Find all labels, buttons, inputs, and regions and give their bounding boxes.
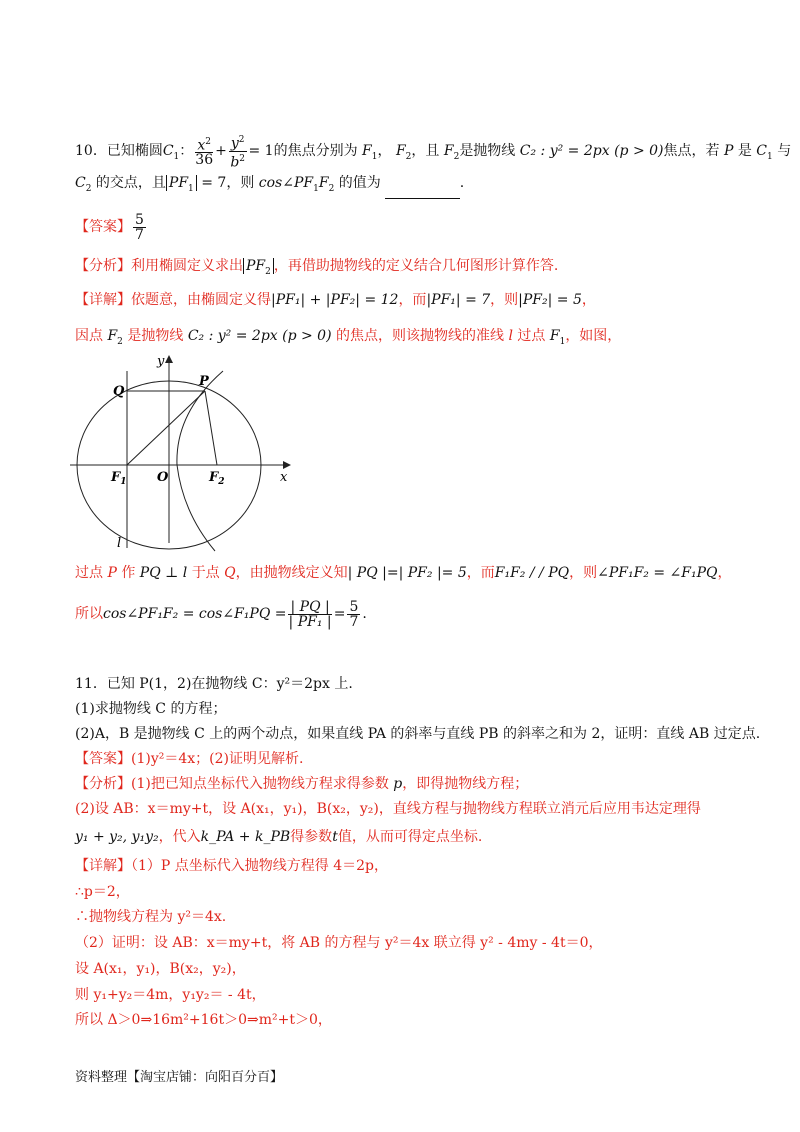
text: 得参数: [290, 829, 333, 845]
detail-label: 【详解】: [75, 858, 131, 874]
sup: 2: [239, 153, 246, 164]
text: ，再借助抛物线的定义结合几何图形计算作答.: [273, 258, 559, 274]
q10-line2: [75, 173, 464, 199]
label-q: Q: [113, 384, 125, 399]
detail-label: 【详解】: [75, 292, 131, 308]
eq: F₁F₂ / / PQ: [494, 565, 570, 581]
eq: |PF₁| + |PF₂| = 12: [271, 292, 399, 308]
eq: |PF₂| = 5: [518, 292, 582, 308]
text: 的焦点分别为: [273, 143, 358, 160]
text: 是: [737, 143, 752, 160]
text: ，则: [226, 175, 255, 191]
q10-number: 10．已知椭圆: [75, 143, 163, 160]
label-f2: $F_2$: [209, 470, 225, 487]
plus: +: [215, 143, 227, 160]
frac-num: | PQ |: [290, 598, 330, 615]
a10-detail-line2: [75, 326, 621, 352]
q11-part1: (1)求抛物线 C 的方程；: [75, 701, 227, 717]
sup: 2: [238, 135, 245, 145]
answer-label: 【答案】: [75, 219, 131, 235]
equals-one: = 1: [248, 143, 274, 160]
text: ，: [581, 292, 596, 308]
q11-analysis1: [75, 774, 528, 794]
sub: 2: [405, 151, 412, 162]
text: ，: [717, 565, 732, 581]
text: 的焦点，则该抛物线的准线: [336, 328, 505, 344]
a10-detail-line4: [75, 597, 367, 631]
label-f1: $F_1$: [111, 470, 127, 487]
segment-pf2: [205, 391, 217, 465]
sub: 1: [559, 336, 566, 347]
q11-detail5: 设 A(x₁，y₁)，B(x₂，y₂)，: [75, 961, 246, 977]
text: (1)把已知点坐标代入抛物线方程求得参数: [131, 776, 389, 792]
sub: 2: [453, 151, 460, 162]
text: 的交点，且: [95, 175, 166, 191]
sub: 1: [173, 151, 180, 162]
abs-pf2: [243, 258, 274, 277]
a10-detail-line3: [75, 563, 732, 583]
sub: 2: [85, 183, 92, 194]
frac-num: x: [197, 137, 206, 154]
text: ，即得抛物线方程；: [402, 776, 529, 792]
q11-part2: (2)A，B 是抛物线 C 上的两个动点，如果直线 PA 的斜率与直线 PB 的斜率之和为 2，证明：直线 AB 过定点.: [75, 726, 761, 742]
text: 过点: [517, 328, 546, 344]
label-y: y: [157, 354, 165, 369]
segment-pf1: [127, 391, 205, 465]
q11-detail1: [75, 856, 388, 876]
parabola-eq: C₂ : y² = 2px: [187, 328, 278, 344]
var-p: P: [723, 143, 734, 160]
eq: | PQ |=| PF₂ |= 5: [347, 565, 467, 581]
text: 的值为: [338, 175, 381, 191]
text: 是抛物线: [127, 328, 184, 344]
frac-den: b: [230, 154, 240, 171]
frac-num: 5: [135, 211, 144, 228]
sub: 2: [265, 266, 271, 277]
var-f: F: [362, 143, 372, 160]
var: PF: [168, 175, 189, 191]
abs-pf1: [166, 175, 197, 194]
var-t: t: [332, 829, 338, 845]
text: 是抛物线: [459, 143, 516, 160]
label-p: P: [199, 374, 209, 389]
frac-den: 7: [349, 613, 359, 630]
text: ，代入: [158, 829, 201, 845]
frac-num: 5: [349, 598, 359, 615]
p-cond: (p > 0): [614, 143, 664, 160]
var-p: p: [393, 776, 403, 792]
sub: 1: [371, 151, 378, 162]
var-l: l: [508, 328, 513, 344]
text: 过点: [75, 565, 103, 581]
var-p: P: [107, 565, 117, 581]
frac-num: y: [230, 135, 239, 152]
text: 值，从而可得定点坐标.: [337, 829, 483, 845]
colon: ：: [179, 143, 194, 160]
ellipse-parabola-figure: [65, 353, 295, 553]
text: 与: [777, 143, 792, 160]
frac-den: | PF₁ |: [288, 613, 332, 630]
var-c1: C: [756, 143, 768, 160]
period: .: [459, 175, 465, 191]
fraction-x2-36: [195, 135, 213, 168]
eq: |PF₁| = 7: [426, 292, 491, 308]
comma: ，: [377, 143, 392, 160]
sub: 1: [188, 183, 194, 194]
q10-line1: [75, 133, 792, 171]
frac-den: 7: [135, 226, 144, 243]
answer-label: 【答案】: [75, 751, 131, 767]
sub: 1: [313, 183, 319, 194]
label-x: x: [280, 470, 288, 485]
text: ，则: [569, 565, 598, 581]
eq: ∠PF₁F₂ = ∠F₁PQ: [597, 565, 718, 581]
label-o: O: [157, 470, 169, 485]
label-l: l: [117, 536, 122, 551]
answer-text: (1)y²＝4x；(2)证明见解析.: [131, 751, 304, 767]
a10-detail-line1: [75, 290, 596, 310]
sub: 1: [767, 151, 773, 162]
var-q: Q: [224, 565, 236, 581]
text: 作: [121, 565, 136, 581]
eq: =: [333, 606, 346, 622]
fraction-y2-b2: [229, 133, 247, 169]
q11-analysis2: (2)设 AB：x＝my+t，设 A(x₁，y₁)，B(x₂，y₂)，直线方程与抛物线方程联立消元后应用韦达定理得: [75, 801, 701, 817]
eq: y₁ + y₂, y₁y₂: [75, 829, 159, 845]
eq: cos∠PF₁F₂ = cos∠F₁PQ =: [103, 606, 287, 622]
sup: 2: [205, 136, 212, 147]
q11-detail2: ∴p＝2，: [75, 884, 130, 900]
sub: 2: [328, 183, 335, 194]
eq: PQ ⊥ l: [139, 565, 188, 581]
answer-fraction: [133, 213, 146, 242]
q11-detail4: （2）证明：设 AB：x＝my+t，将 AB 的方程与 y²＝4x 联立得 y² ‐ 4my ‐ 4t＝0，: [75, 935, 603, 951]
text: （1）P 点坐标代入抛物线方程得 4＝2p，: [131, 858, 389, 874]
text: ，而: [466, 565, 495, 581]
q11-answer: [75, 749, 303, 769]
var: PF: [246, 258, 266, 274]
var-f: F: [318, 175, 329, 191]
text: 因点: [75, 328, 103, 344]
frac-pq-pf1: [288, 600, 331, 629]
text: 于点: [191, 565, 220, 581]
q11-detail6: 则 y₁+y₂＝4m，y₁y₂＝ ‐ 4t，: [75, 987, 266, 1003]
analysis-label: 【分析】: [75, 258, 131, 274]
p-cond: (p > 0): [282, 328, 332, 344]
var-f: F: [107, 328, 118, 344]
text: 所以: [75, 606, 103, 622]
var-c2: C: [75, 175, 86, 191]
text: ，且: [411, 143, 440, 160]
analysis-label: 【分析】: [75, 776, 131, 792]
eq: = 7: [201, 175, 227, 191]
parabola-eq: C₂ : y² = 2px: [519, 143, 610, 160]
q11-detail3: ∴抛物线方程为 y²＝4x.: [75, 909, 227, 925]
text: ，则: [490, 292, 519, 308]
a10-analysis: [75, 256, 558, 282]
a10-answer: [75, 212, 148, 242]
var-c1: C: [162, 143, 174, 160]
var-f: F: [443, 143, 454, 160]
text: 焦点，若: [663, 143, 720, 160]
text: ，由抛物线定义知: [235, 565, 348, 581]
answer-blank[interactable]: [385, 184, 460, 199]
period: .: [362, 606, 367, 622]
sub: 2: [117, 336, 123, 347]
eq: k_PA + k_PB: [200, 829, 291, 845]
frac-5-7: [347, 600, 360, 629]
x-axis-arrow: [283, 461, 291, 469]
y-axis-arrow: [165, 355, 173, 363]
q11-detail7: 所以 Δ＞0⇒16m²+16t＞0⇒m²+t＞0，: [75, 1012, 332, 1028]
var-f: F: [395, 143, 406, 160]
text: 利用椭圆定义求出: [131, 258, 243, 274]
q11-stem: 11．已知 P(1，2)在抛物线 C：y²＝2px 上.: [75, 676, 353, 692]
frac-den: 36: [195, 152, 214, 169]
var-f: F: [549, 328, 560, 344]
text: ，而: [398, 292, 427, 308]
q11-analysis3: [75, 827, 482, 847]
text: ，如图，: [565, 328, 622, 344]
text: 依题意，由椭圆定义得: [131, 292, 271, 308]
cos-expr: cos∠PF: [258, 175, 314, 191]
footer-source: 资料整理【淘宝店铺：向阳百分百】: [75, 1070, 284, 1085]
